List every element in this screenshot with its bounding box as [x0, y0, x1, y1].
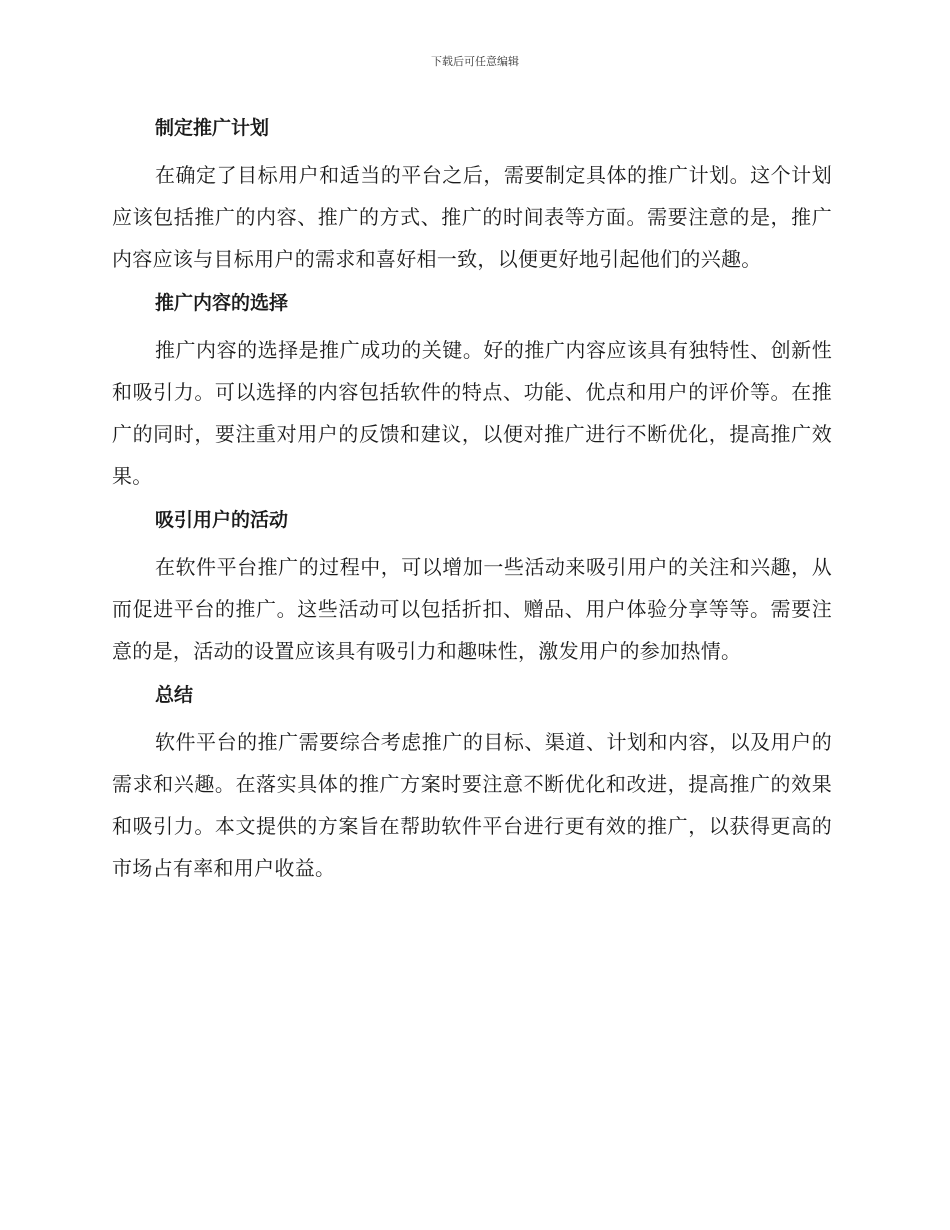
section-heading: 总结 [155, 684, 194, 706]
section-heading: 推广内容的选择 [155, 292, 289, 314]
document-body [112, 110, 832, 898]
section-paragraph: 软件平台的推广需要综合考虑推广的目标、渠道、计划和内容，以及用户的需求和兴趣。在落实具体的推广方案时要注意不断优化和改进，提高推广的效果和吸引力。本文提供的方案旨在帮助软件平台进行更有效的推广，以获得更高的市场占有率和用户收益。 [112, 730, 832, 880]
section-plan [112, 114, 832, 280]
section-content-selection [112, 289, 832, 497]
section-activities [112, 506, 832, 672]
section-heading: 吸引用户的活动 [155, 509, 289, 531]
section-paragraph: 在确定了目标用户和适当的平台之后，需要制定具体的推广计划。这个计划应该包括推广的内容、推广的方式、推广的时间表等方面。需要注意的是，推广内容应该与目标用户的需求和喜好相一致，以便更好地引起他们的兴趣。 [112, 163, 832, 271]
section-heading: 制定推广计划 [155, 117, 270, 139]
header-note: 下载后可任意编辑 [431, 55, 519, 68]
section-summary [112, 681, 832, 889]
section-paragraph: 推广内容的选择是推广成功的关键。好的推广内容应该具有独特性、创新性和吸引力。可以选择的内容包括软件的特点、功能、优点和用户的评价等。在推广的同时，要注重对用户的反馈和建议，以便对推广进行不断优化，提高推广效果。 [112, 338, 832, 488]
section-paragraph: 在软件平台推广的过程中，可以增加一些活动来吸引用户的关注和兴趣，从而促进平台的推广。这些活动可以包括折扣、赠品、用户体验分享等等。需要注意的是，活动的设置应该具有吸引力和趣味性，激发用户的参加热情。 [112, 555, 832, 663]
